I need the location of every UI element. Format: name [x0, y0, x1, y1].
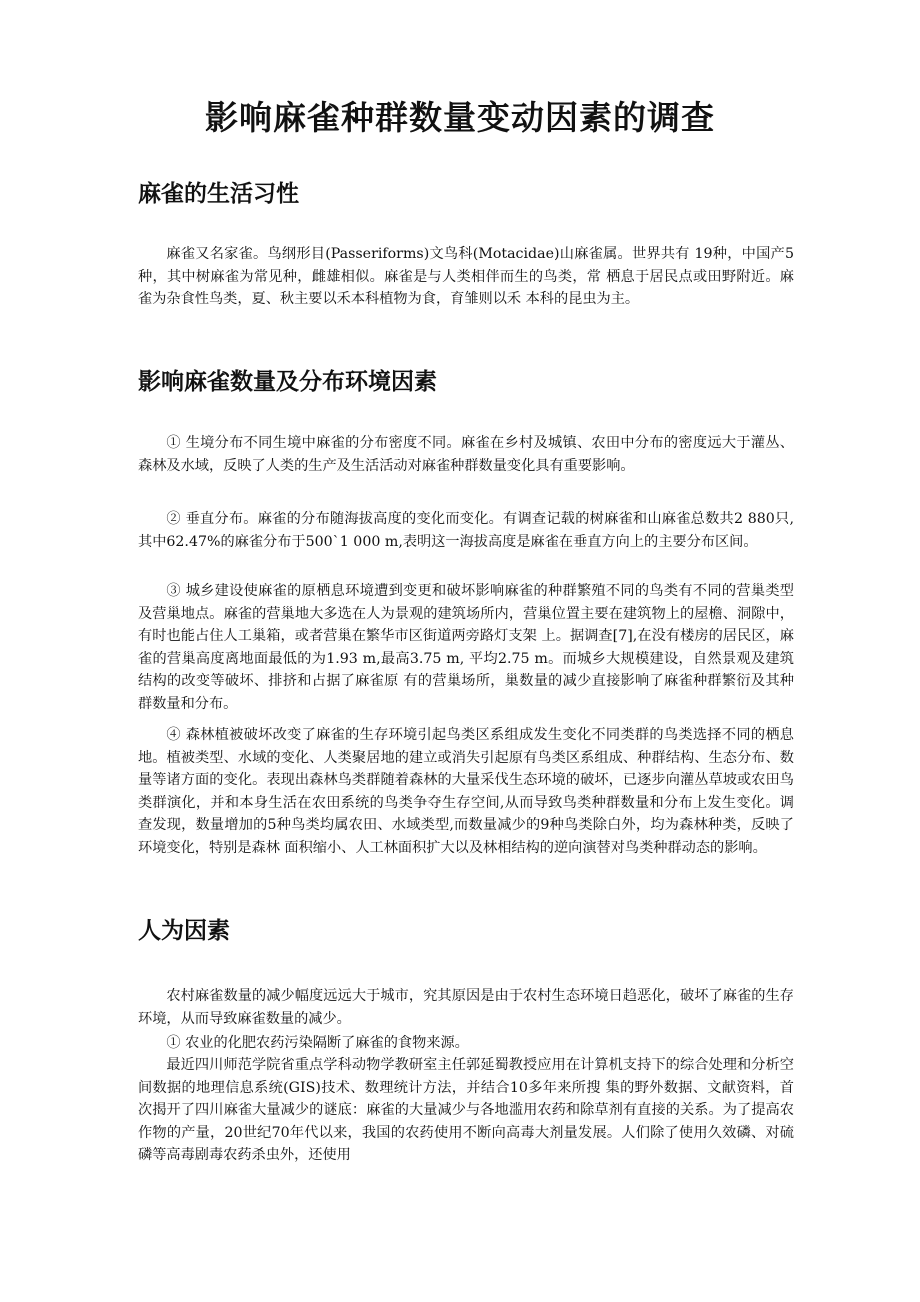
document-title: 影响麻雀种群数量变动因素的调查: [205, 98, 715, 137]
paragraph-habits: 麻雀又名家雀。鸟纲形目(Passeriforms)文鸟科(Motacidae)山麻雀属。世界共有 19种，中国产5种，其中树麻雀为常见种，雌雄相似。麻雀是与人类相伴而生的鸟类，常 栖息于居民点或田野附近。麻雀为杂食性鸟类，夏、秋主要以禾本科植物为食，育雏则以禾 本科的昆虫为主。: [138, 246, 794, 307]
paragraph-urban-construction: ③ 城乡建设使麻雀的原栖息环境遭到变更和破坏影响麻雀的种群繁殖不同的鸟类有不同的营巢类型及营巢地点。麻雀的营巢地大多选在人为景观的建筑场所内，营巢位置主要在建筑物上的屋檐、洞隙中，有时也能占住人工巢箱，或者营巢在繁华市区街道两旁路灯支架 上。据调查[7],在没有楼房的居民区，麻雀的营巢高度离地面最低的为1.93 m,最高3.75 m, 平均2.75 m。而城乡大规模建设，自然景观及建筑结构的改变等破坏、排挤和占据了麻雀原 有的营巢场所，巢数量的减少直接影响了麻雀种群繁衍及其种群数量和分布。: [138, 583, 794, 712]
paragraph-forest-destruction: ④ 森林植被破坏改变了麻雀的生存环境引起鸟类区系组成发生变化不同类群的鸟类选择不同的栖息地。植被类型、水域的变化、人类聚居地的建立或消失引起原有鸟类区系组成、种群结构、生态分布、数量等诸方面的变化。表现出森林鸟类群随着森林的大量采伐生态环境的破坏，已逐步向灌丛草坡或农田鸟类群演化，并和本身生活在农田系统的鸟类争夺生存空间,从而导致鸟类种群数量和分布上发生变化。调查发现，数量增加的5种鸟类均属农田、水域类型,而数量减少的9种鸟类除白外，均为森林种类，反映了环境变化，特别是森林 面积缩小、人工林面积扩大以及林相结构的逆向演替对鸟类种群动态的影响。: [138, 727, 794, 856]
section-heading-human-factors: 人为因素: [138, 917, 230, 944]
paragraph-pesticide-pollution: ① 农业的化肥农药污染隔断了麻雀的食物来源。: [166, 1035, 469, 1051]
paragraph-vertical-distribution: ② 垂直分布。麻雀的分布随海拔高度的变化而变化。有调查记载的树麻雀和山麻雀总数共2 880只,其中62.47%的麻雀分布于500`1 000 m,表明这一海拔高度是麻雀在垂直方向上的主要分布区间。: [138, 511, 794, 550]
section-heading-habits: 麻雀的生活习性: [138, 180, 299, 207]
paragraph-rural-decline: 农村麻雀数量的减少幅度远远大于城市，究其原因是由于农村生态环境日趋恶化，破坏了麻雀的生存环境，从而导致麻雀数量的减少。: [138, 988, 794, 1027]
paragraph-gis-research: 最近四川师范学院省重点学科动物学教研室主任郭延蜀教授应用在计算机支持下的综合处理和分析空间数据的地理信息系统(GIS)技术、数理统计方法，并结合10多年来所搜 集的野外数据、文献资料，首次揭开了四川麻雀大量减少的谜底：麻雀的大量减少与各地滥用农药和除草剂有直接的关系。为了提高农作物的产量，20世纪70年代以来，我国的农药使用不断向高毒大剂量发展。人们除了使用久效磷、对硫磷等高毒剧毒农药杀虫外，还使用: [138, 1057, 794, 1163]
paragraph-habitat-distribution: ① 生境分布不同生境中麻雀的分布密度不同。麻雀在乡村及城镇、农田中分布的密度远大于灌丛、森林及水域，反映了人类的生产及生活活动对麻雀种群数量变化具有重要影响。: [138, 435, 794, 474]
section-heading-environment: 影响麻雀数量及分布环境因素: [138, 368, 437, 395]
